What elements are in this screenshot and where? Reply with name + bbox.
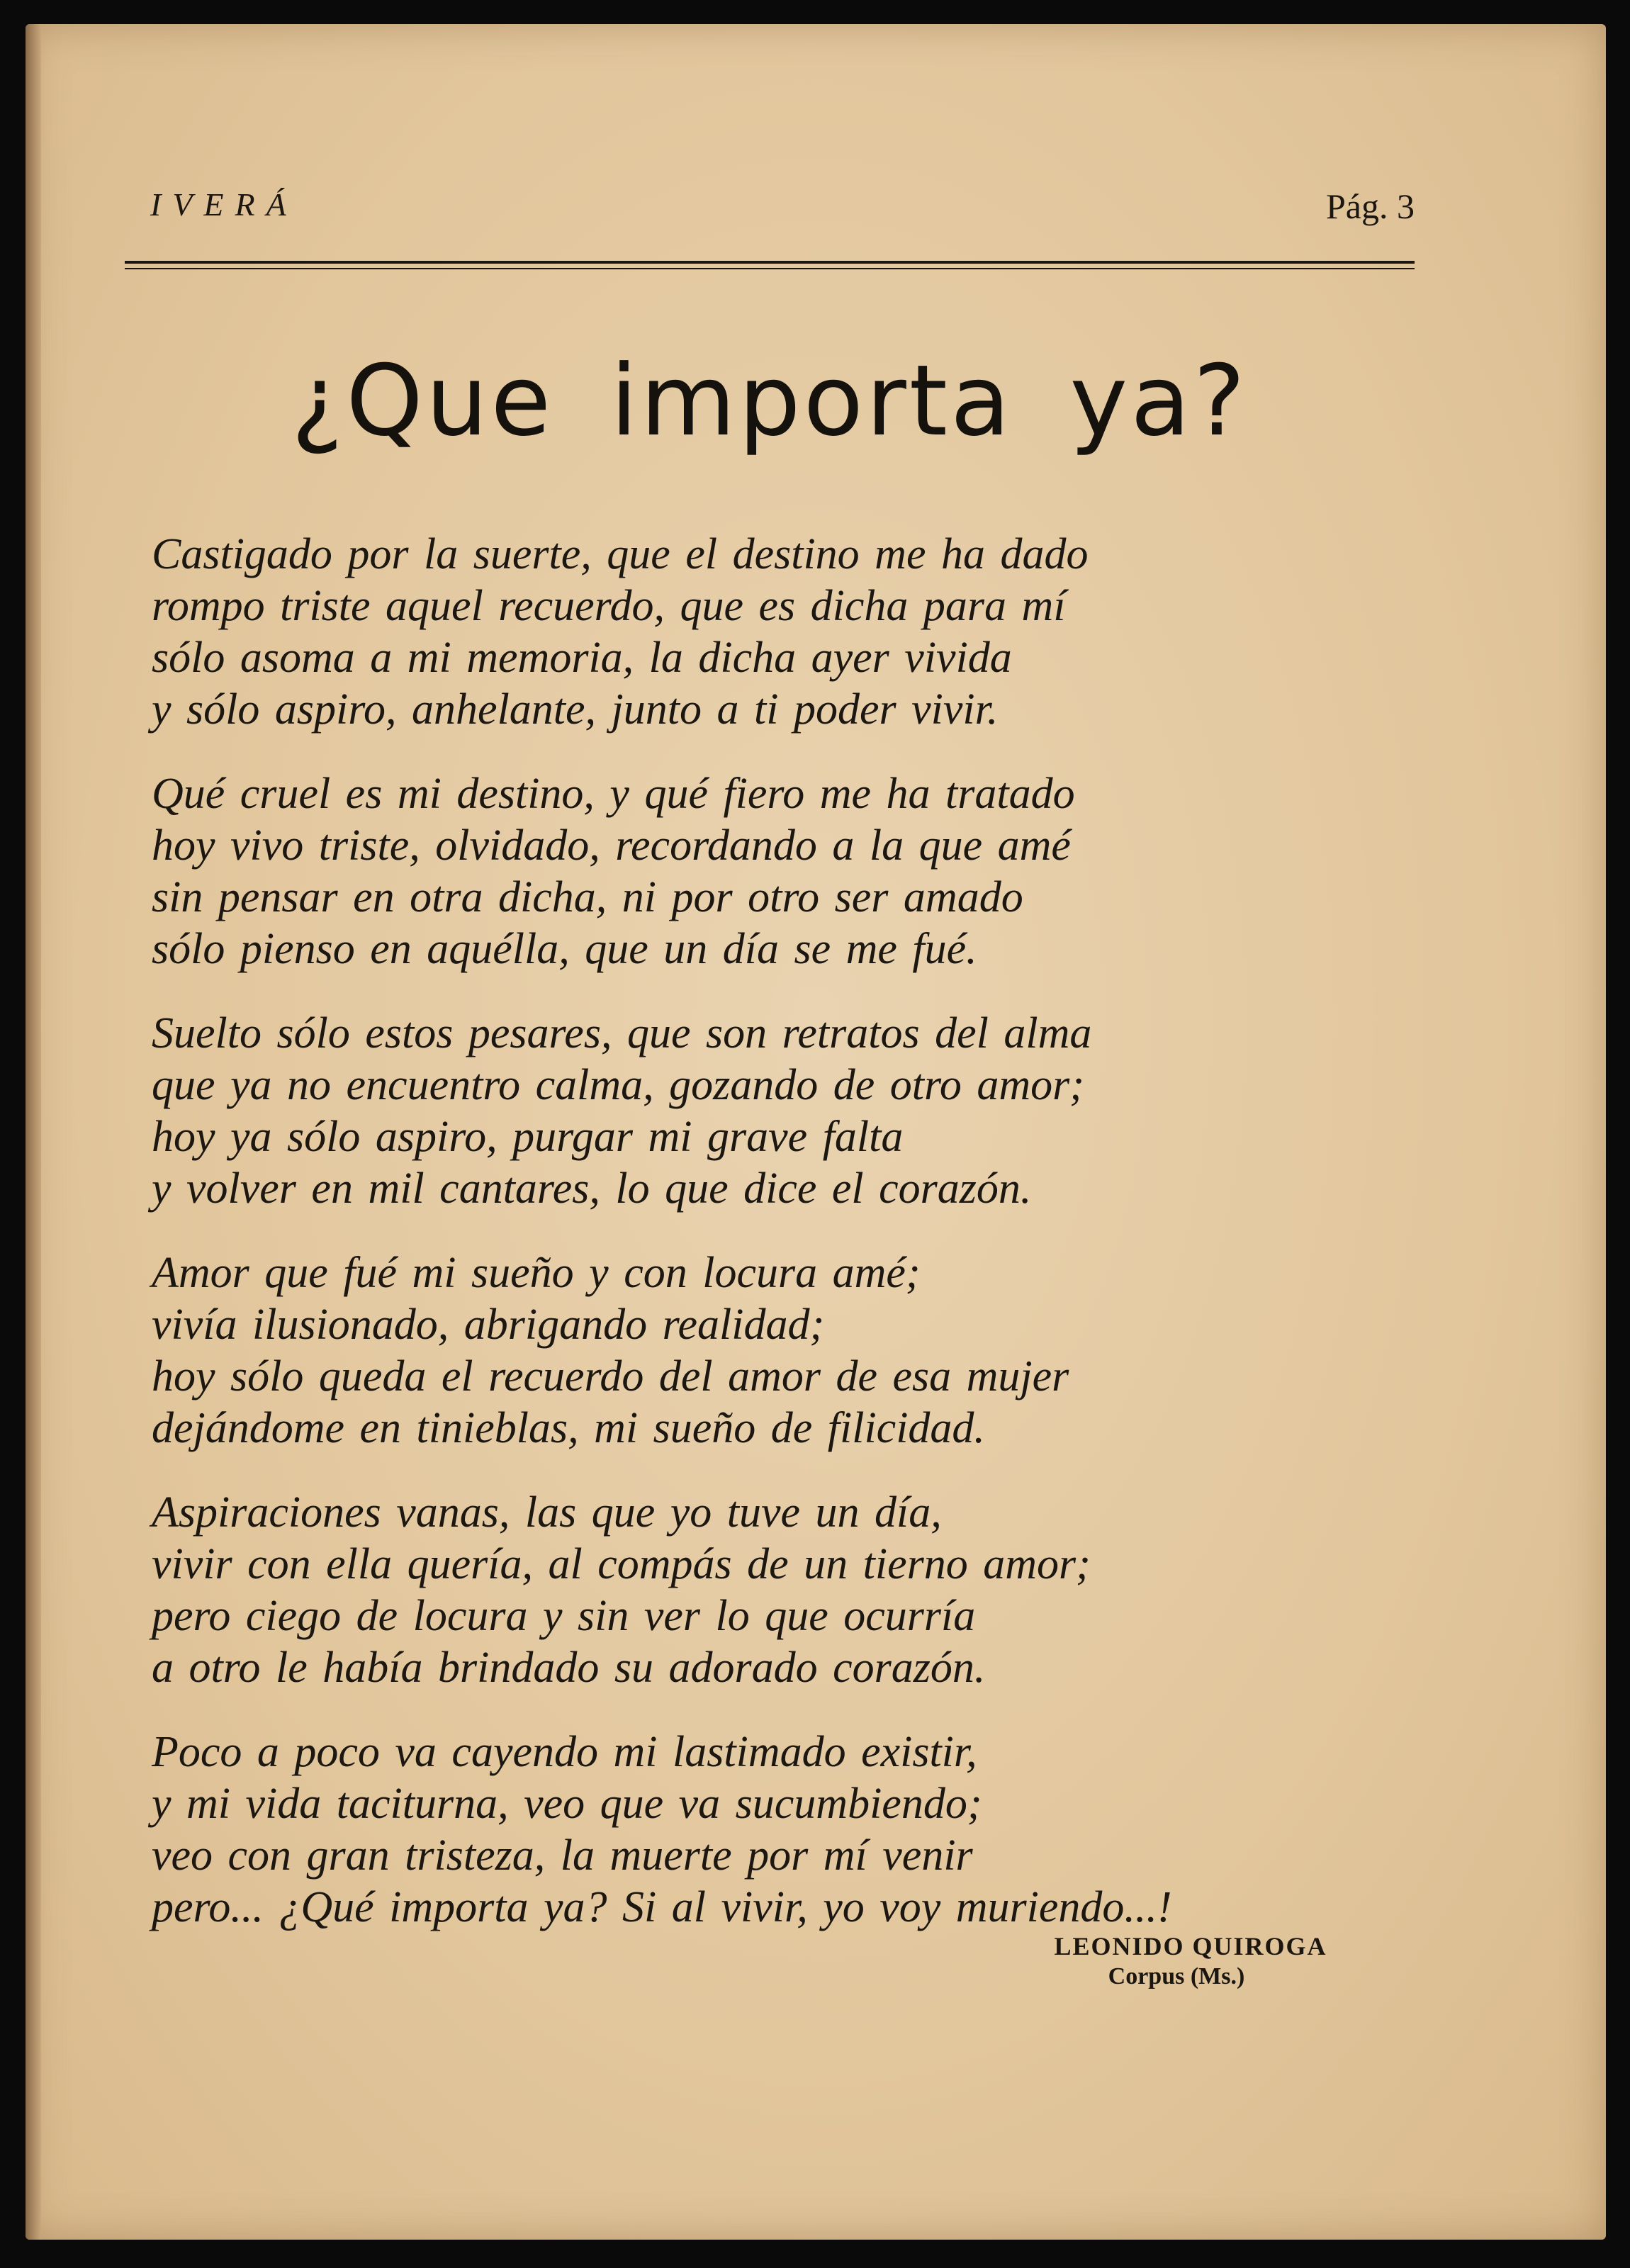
- poem-line: hoy ya sólo aspiro, purgar mi grave falta: [152, 1113, 904, 1161]
- poem-line: dejándome en tinieblas, mi sueño de filicidad.: [152, 1404, 985, 1452]
- poem-line: y sólo aspiro, anhelante, junto a ti poder vivir.: [152, 685, 999, 734]
- poem-line: Amor que fué mi sueño y con locura amé;: [152, 1249, 921, 1297]
- poem-line: Castigado por la suerte, que el destino me ha dado: [152, 530, 1089, 578]
- author-location: Corpus (Ms.): [1108, 1963, 1245, 1989]
- poem-line: sin pensar en otra dicha, ni por otro ser amado: [152, 873, 1023, 921]
- poem-line: pero... ¿Qué importa ya? Si al vivir, yo voy muriendo...!: [152, 1883, 1172, 1931]
- poem-line: que ya no encuentro calma, gozando de otro amor;: [152, 1061, 1084, 1109]
- poem-line: y volver en mil cantares, lo que dice el corazón.: [152, 1164, 1032, 1213]
- poem-title: [125, 344, 1415, 458]
- poem-title-word: ya?: [1069, 344, 1248, 458]
- poem-line: hoy vivo triste, olvidado, recordando a la que amé: [152, 821, 1071, 870]
- poem-line: pero ciego de locura y sin ver lo que ocurría: [152, 1592, 976, 1640]
- poem-line: Poco a poco va cayendo mi lastimado existir,: [152, 1728, 977, 1776]
- page-spine-edge: [26, 24, 41, 2240]
- poem-line: hoy sólo queda el recuerdo del amor de esa mujer: [152, 1352, 1069, 1400]
- running-header: [125, 186, 1415, 235]
- header-rule-thin: [125, 268, 1415, 269]
- poem-line: sólo asoma a mi memoria, la dicha ayer vivida: [152, 634, 1012, 682]
- poem-line: vivía ilusionado, abrigando realidad;: [152, 1301, 825, 1349]
- stanza: [152, 1247, 1427, 1454]
- author-name: LEONIDO QUIROGA: [1054, 1932, 1327, 1960]
- poem-title-word: importa: [610, 344, 1013, 458]
- poem-line: Suelto sólo estos pesares, que son retratos del alma: [152, 1009, 1092, 1057]
- author-signature: [978, 1931, 1403, 1992]
- stanza: [152, 1008, 1427, 1215]
- stanza: [152, 1487, 1427, 1694]
- poem-body: [152, 529, 1427, 1966]
- poem-line: Qué cruel es mi destino, y qué fiero me ha tratado: [152, 770, 1075, 818]
- poem-line: a otro le había brindado su adorado corazón.: [152, 1644, 986, 1692]
- poem-line: sólo pienso en aquélla, que un día se me fué.: [152, 925, 977, 973]
- stanza: [152, 768, 1427, 975]
- poem-line: rompo triste aquel recuerdo, que es dicha para mí: [152, 582, 1066, 630]
- poem-title-word: ¿Que: [291, 344, 554, 458]
- poem-line: veo con gran tristeza, la muerte por mí venir: [152, 1831, 973, 1880]
- header-rule: [125, 261, 1415, 264]
- poem-line: y mi vida taciturna, veo que va sucumbiendo;: [152, 1780, 982, 1828]
- stanza: [152, 529, 1427, 736]
- running-title: IVERÁ: [150, 186, 298, 223]
- poem-line: Aspiraciones vanas, las que yo tuve un día,: [152, 1488, 942, 1537]
- page-number: Pág. 3: [1326, 186, 1415, 226]
- stanza: [152, 1727, 1427, 1933]
- poem-line: vivir con ella quería, al compás de un tierno amor;: [152, 1540, 1091, 1588]
